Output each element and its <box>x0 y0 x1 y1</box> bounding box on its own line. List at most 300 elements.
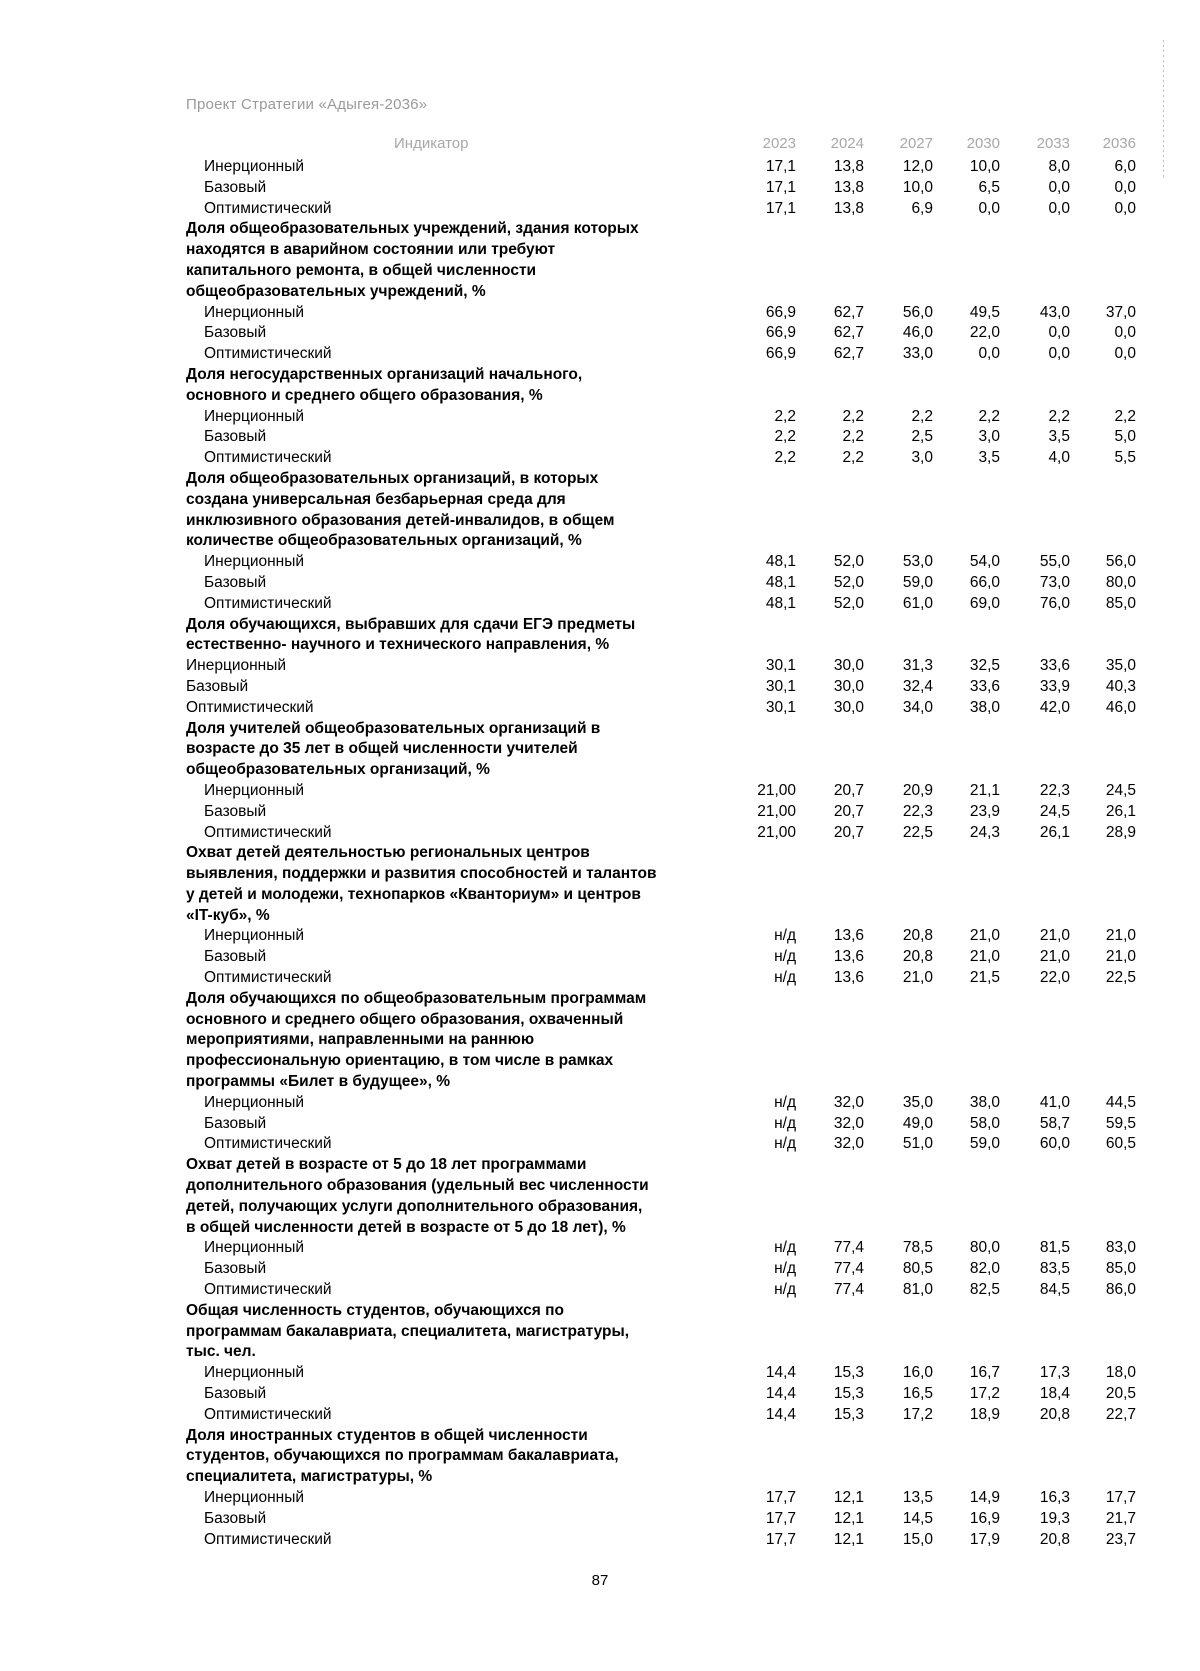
indicator-title <box>186 615 726 657</box>
value-cell-2030: 2,2 <box>978 407 1000 425</box>
value-cell-2030: 16,9 <box>969 1509 1000 1527</box>
value-cell-2033: 17,3 <box>1039 1364 1070 1382</box>
scenario-row <box>186 1488 1136 1509</box>
value-cell-2036: 35,0 <box>1105 657 1136 675</box>
year-header-2030: 2030 <box>966 135 1000 152</box>
value-cell-2030: 38,0 <box>969 1093 1000 1111</box>
indicator-title-line: Доля обучающихся, выбравших для сдачи ЕГЭ предметы <box>186 615 636 633</box>
value-cell-2027: 61,0 <box>902 594 933 612</box>
indicator-table <box>186 157 1136 1550</box>
value-cell-2033: 20,8 <box>1039 1405 1070 1423</box>
indicator-title-line: тыс. чел. <box>186 1343 256 1361</box>
indicator-title-line: студентов, обучающихся по программам бакалавриата, <box>186 1447 619 1465</box>
scenario-label: Оптимистический <box>204 1135 332 1153</box>
value-cell-2033: 60,0 <box>1039 1135 1070 1153</box>
value-cell-2033: 2,2 <box>1048 407 1070 425</box>
value-cell-2024: 62,7 <box>833 345 864 363</box>
scenario-row <box>186 594 1136 615</box>
value-cell-2033: 76,0 <box>1039 594 1070 612</box>
value-cell-2024: 20,7 <box>833 781 864 799</box>
value-cell-2033: 0,0 <box>1048 345 1070 363</box>
scenario-label: Инерционный <box>204 407 305 425</box>
value-cell-2036: 0,0 <box>1114 178 1136 196</box>
value-cell-2030: 38,0 <box>969 698 1000 716</box>
value-cell-2036: 85,0 <box>1105 1260 1136 1278</box>
scenario-label: Инерционный <box>204 927 305 945</box>
value-cell-2023: 21,00 <box>757 823 796 841</box>
indicator-title-line: в общей численности детей в возрасте от 5 до 18 лет), % <box>186 1218 626 1236</box>
scenario-label: Оптимистический <box>186 698 314 716</box>
value-cell-2033: 81,5 <box>1039 1239 1070 1257</box>
value-cell-2036: 26,1 <box>1105 802 1136 820</box>
value-cell-2023: 17,1 <box>765 158 796 175</box>
value-cell-2027: 35,0 <box>902 1093 933 1111</box>
scenario-row <box>186 323 1136 344</box>
value-cell-2023: 14,4 <box>765 1364 796 1382</box>
scenario-row <box>186 656 1136 677</box>
value-cell-2033: 73,0 <box>1039 573 1070 591</box>
scenario-row <box>186 1238 1136 1259</box>
indicator-title-line: естественно- научного и технического направления, % <box>186 636 610 654</box>
value-cell-2027: 34,0 <box>902 698 933 716</box>
value-cell-2036: 40,3 <box>1105 677 1136 695</box>
value-cell-2024: 12,1 <box>833 1509 864 1527</box>
value-cell-2027: 53,0 <box>902 553 933 571</box>
value-cell-2027: 59,0 <box>902 573 933 591</box>
value-cell-2033: 8,0 <box>1048 158 1070 175</box>
value-cell-2027: 33,0 <box>902 345 933 363</box>
scenario-label: Инерционный <box>204 781 305 799</box>
value-cell-2027: 2,5 <box>911 428 933 446</box>
scenario-label: Оптимистический <box>204 1530 332 1548</box>
indicator-title <box>186 469 726 552</box>
indicator-title-line: Общая численность студентов, обучающихся по <box>186 1301 564 1319</box>
scenario-label: Инерционный <box>204 158 305 175</box>
scenario-row <box>186 1114 1136 1135</box>
value-cell-2024: 13,6 <box>833 948 864 966</box>
value-cell-2030: 82,0 <box>969 1260 1000 1278</box>
value-cell-2023: 17,7 <box>765 1530 796 1548</box>
scenario-label: Базовый <box>204 948 267 966</box>
value-cell-2033: 43,0 <box>1039 303 1070 321</box>
value-cell-2036: 6,0 <box>1114 158 1136 175</box>
value-cell-2030: 14,9 <box>969 1489 1000 1506</box>
value-cell-2030: 17,9 <box>969 1530 1000 1548</box>
indicator-title-line: возрасте до 35 лет в общей численности учителей <box>186 740 578 758</box>
value-cell-2033: 21,0 <box>1039 948 1070 966</box>
indicator-title-line: программы «Билет в будущее», % <box>186 1073 450 1091</box>
scenario-row <box>186 427 1136 448</box>
value-cell-2024: 62,7 <box>833 303 864 321</box>
value-cell-2024: 13,8 <box>833 158 864 175</box>
indicator-title <box>186 719 726 781</box>
scenario-row <box>186 926 1136 947</box>
scenario-row <box>186 552 1136 573</box>
indicator-title-line: Охват детей деятельностью региональных центров <box>186 844 590 862</box>
value-cell-2033: 83,5 <box>1039 1260 1070 1278</box>
scenario-row <box>186 698 1136 719</box>
scenario-label: Оптимистический <box>204 345 332 363</box>
scenario-row <box>186 407 1136 428</box>
value-cell-2023: 21,00 <box>757 781 796 799</box>
value-cell-2024: 62,7 <box>833 324 864 342</box>
value-cell-2036: 5,0 <box>1114 428 1136 446</box>
scenario-row <box>186 178 1136 199</box>
indicator-title-line: мероприятиями, направленными на раннюю <box>186 1031 535 1049</box>
year-header-2036: 2036 <box>1102 135 1136 152</box>
scenario-label: Базовый <box>204 1114 267 1132</box>
indicator-title-line: количестве общеобразовательных организаций, % <box>186 532 582 550</box>
scenario-row <box>186 1134 1136 1155</box>
value-cell-2023: 48,1 <box>765 594 796 612</box>
value-cell-2023: н/д <box>774 1239 796 1257</box>
value-cell-2030: 21,1 <box>969 781 1000 799</box>
indicator-title-line: профессиональную ориентацию, в том числе в рамках <box>186 1052 614 1070</box>
value-cell-2024: 20,7 <box>833 802 864 820</box>
value-cell-2024: 13,8 <box>833 199 864 217</box>
indicator-title-line: общеобразовательных учреждений, % <box>186 282 486 300</box>
value-cell-2027: 17,2 <box>902 1405 933 1423</box>
value-cell-2033: 41,0 <box>1039 1093 1070 1111</box>
scenario-row <box>186 344 1136 365</box>
indicator-title-line: «IT-куб», % <box>186 906 270 924</box>
value-cell-2023: 66,9 <box>765 303 796 321</box>
value-cell-2023: н/д <box>774 948 796 966</box>
value-cell-2036: 46,0 <box>1105 698 1136 716</box>
indicator-title <box>186 843 726 926</box>
value-cell-2024: 30,0 <box>833 657 864 675</box>
value-cell-2033: 22,3 <box>1039 781 1070 799</box>
value-cell-2027: 49,0 <box>902 1114 933 1132</box>
scenario-row <box>186 823 1136 844</box>
value-cell-2030: 17,2 <box>969 1385 1000 1403</box>
value-cell-2036: 5,5 <box>1114 449 1136 467</box>
value-cell-2023: н/д <box>774 927 796 945</box>
value-cell-2033: 0,0 <box>1048 199 1070 217</box>
value-cell-2033: 0,0 <box>1048 178 1070 196</box>
value-cell-2030: 18,9 <box>969 1405 1000 1423</box>
value-cell-2036: 22,5 <box>1105 969 1136 987</box>
value-cell-2023: н/д <box>774 1281 796 1299</box>
value-cell-2023: 66,9 <box>765 324 796 342</box>
value-cell-2023: н/д <box>774 1093 796 1111</box>
value-cell-2027: 22,3 <box>902 802 933 820</box>
scenario-row <box>186 1259 1136 1280</box>
page-number: 87 <box>591 1572 609 1589</box>
value-cell-2027: 13,5 <box>902 1489 933 1506</box>
value-cell-2023: 66,9 <box>765 345 796 363</box>
value-cell-2024: 2,2 <box>842 407 864 425</box>
value-cell-2024: 13,8 <box>833 178 864 196</box>
value-cell-2027: 16,0 <box>902 1364 933 1382</box>
value-cell-2024: 77,4 <box>833 1260 864 1278</box>
indicator-title-line: у детей и молодежи, технопарков «Кванториум» и центров <box>186 885 641 903</box>
value-cell-2023: 30,1 <box>765 657 796 675</box>
scenario-label: Инерционный <box>204 553 305 571</box>
value-cell-2030: 58,0 <box>969 1114 1000 1132</box>
indicator-title-line: общеобразовательных организаций, % <box>186 761 490 779</box>
scenario-label: Инерционный <box>204 303 305 321</box>
indicator-title-line: дополнительного образования (удельный вес численности <box>186 1177 649 1195</box>
value-cell-2024: 52,0 <box>833 573 864 591</box>
value-cell-2027: 80,5 <box>902 1260 933 1278</box>
value-cell-2024: 15,3 <box>833 1364 864 1382</box>
scenario-row <box>186 1093 1136 1114</box>
scenario-row <box>186 802 1136 823</box>
value-cell-2036: 85,0 <box>1105 594 1136 612</box>
value-cell-2024: 52,0 <box>833 594 864 612</box>
value-cell-2027: 2,2 <box>911 407 933 425</box>
value-cell-2036: 2,2 <box>1114 407 1136 425</box>
value-cell-2033: 33,9 <box>1039 677 1070 695</box>
indicator-title-line: находятся в аварийном состоянии или требуют <box>186 241 556 259</box>
value-cell-2030: 0,0 <box>978 345 1000 363</box>
value-cell-2033: 58,7 <box>1039 1114 1070 1132</box>
value-cell-2023: 30,1 <box>765 698 796 716</box>
value-cell-2030: 21,5 <box>969 969 1000 987</box>
value-cell-2036: 18,0 <box>1105 1364 1136 1382</box>
value-cell-2033: 22,0 <box>1039 969 1070 987</box>
value-cell-2030: 32,5 <box>969 657 1000 675</box>
value-cell-2030: 33,6 <box>969 677 1000 695</box>
value-cell-2024: 12,1 <box>833 1489 864 1506</box>
scenario-label: Инерционный <box>204 1489 305 1506</box>
value-cell-2036: 0,0 <box>1114 345 1136 363</box>
value-cell-2027: 12,0 <box>902 158 933 175</box>
scenario-row <box>186 1530 1136 1551</box>
scenario-label: Инерционный <box>186 657 287 675</box>
value-cell-2027: 3,0 <box>911 449 933 467</box>
value-cell-2027: 32,4 <box>902 677 933 695</box>
value-cell-2030: 16,7 <box>969 1364 1000 1382</box>
value-cell-2033: 3,5 <box>1048 428 1070 446</box>
value-cell-2033: 84,5 <box>1039 1281 1070 1299</box>
scenario-label: Инерционный <box>204 1239 305 1257</box>
value-cell-2027: 16,5 <box>902 1385 933 1403</box>
value-cell-2024: 2,2 <box>842 428 864 446</box>
value-cell-2027: 15,0 <box>902 1530 933 1548</box>
scenario-label: Оптимистический <box>204 594 332 612</box>
value-cell-2024: 32,0 <box>833 1114 864 1132</box>
indicator-title <box>186 989 726 1093</box>
value-cell-2036: 86,0 <box>1105 1281 1136 1299</box>
value-cell-2033: 33,6 <box>1039 657 1070 675</box>
scenario-label: Оптимистический <box>204 1405 332 1423</box>
scenario-label: Базовый <box>186 677 249 695</box>
scenario-label: Оптимистический <box>204 969 332 987</box>
scenario-row <box>186 1509 1136 1530</box>
value-cell-2023: 17,1 <box>765 199 796 217</box>
scenario-label: Базовый <box>204 1385 267 1403</box>
value-cell-2030: 82,5 <box>969 1281 1000 1299</box>
value-cell-2023: 17,7 <box>765 1509 796 1527</box>
value-cell-2036: 23,7 <box>1105 1530 1136 1548</box>
value-cell-2027: 20,9 <box>902 781 933 799</box>
scenario-row <box>186 1363 1136 1384</box>
value-cell-2030: 24,3 <box>969 823 1000 841</box>
value-cell-2033: 18,4 <box>1039 1385 1070 1403</box>
value-cell-2023: 2,2 <box>774 428 796 446</box>
value-cell-2027: 6,9 <box>911 199 933 217</box>
table-column-header <box>186 135 1136 155</box>
scenario-row <box>186 1280 1136 1301</box>
value-cell-2036: 83,0 <box>1105 1239 1136 1257</box>
value-cell-2027: 56,0 <box>902 303 933 321</box>
indicator-title <box>186 365 726 407</box>
scenario-row <box>186 1384 1136 1405</box>
indicator-title <box>186 1301 726 1363</box>
value-cell-2036: 0,0 <box>1114 324 1136 342</box>
value-cell-2027: 22,5 <box>902 823 933 841</box>
scenario-label: Инерционный <box>204 1093 305 1111</box>
value-cell-2023: 14,4 <box>765 1405 796 1423</box>
scenario-label: Инерционный <box>204 1364 305 1382</box>
scenario-label: Базовый <box>204 802 267 820</box>
value-cell-2027: 31,3 <box>902 657 933 675</box>
indicator-title-line: специалитета, магистратуры, % <box>186 1468 433 1486</box>
scenario-label: Базовый <box>204 1509 267 1527</box>
value-cell-2024: 20,7 <box>833 823 864 841</box>
value-cell-2024: 32,0 <box>833 1135 864 1153</box>
value-cell-2027: 10,0 <box>902 178 933 196</box>
indicator-title-line: капитального ремонта, в общей численности <box>186 261 537 279</box>
year-header-2024: 2024 <box>830 135 864 152</box>
value-cell-2036: 17,7 <box>1105 1489 1136 1506</box>
value-cell-2033: 55,0 <box>1039 553 1070 571</box>
value-cell-2024: 13,6 <box>833 927 864 945</box>
value-cell-2024: 15,3 <box>833 1385 864 1403</box>
indicator-title <box>186 1155 726 1238</box>
value-cell-2027: 46,0 <box>902 324 933 342</box>
value-cell-2023: 2,2 <box>774 449 796 467</box>
scenario-label: Базовый <box>204 428 267 446</box>
value-cell-2033: 16,3 <box>1039 1489 1070 1506</box>
value-cell-2036: 59,5 <box>1105 1114 1136 1132</box>
value-cell-2027: 20,8 <box>902 927 933 945</box>
scenario-row <box>186 677 1136 698</box>
scenario-row <box>186 448 1136 469</box>
value-cell-2023: 48,1 <box>765 553 796 571</box>
value-cell-2027: 20,8 <box>902 948 933 966</box>
document-header: Проект Стратегии «Адыгея-2036» <box>186 96 428 113</box>
indicator-title-line: Доля негосударственных организаций начального, <box>186 365 583 383</box>
value-cell-2023: 30,1 <box>765 677 796 695</box>
scenario-row <box>186 947 1136 968</box>
value-cell-2024: 13,6 <box>833 969 864 987</box>
scenario-label: Оптимистический <box>204 199 332 217</box>
value-cell-2027: 78,5 <box>902 1239 933 1257</box>
scenario-label: Оптимистический <box>204 823 332 841</box>
scenario-label: Базовый <box>204 1260 267 1278</box>
indicator-column-header: Индикатор <box>394 135 469 152</box>
value-cell-2023: 48,1 <box>765 573 796 591</box>
value-cell-2027: 14,5 <box>902 1509 933 1527</box>
value-cell-2033: 26,1 <box>1039 823 1070 841</box>
scenario-row <box>186 968 1136 989</box>
value-cell-2030: 0,0 <box>978 199 1000 217</box>
value-cell-2023: н/д <box>774 1114 796 1132</box>
scenario-label: Базовый <box>204 324 267 342</box>
value-cell-2024: 77,4 <box>833 1281 864 1299</box>
value-cell-2033: 20,8 <box>1039 1530 1070 1548</box>
value-cell-2033: 21,0 <box>1039 927 1070 945</box>
scenario-label: Оптимистический <box>204 449 332 467</box>
value-cell-2036: 24,5 <box>1105 781 1136 799</box>
year-header-2027: 2027 <box>899 135 933 152</box>
indicator-title-line: Доля общеобразовательных учреждений, здания которых <box>186 220 639 238</box>
value-cell-2030: 66,0 <box>969 573 1000 591</box>
value-cell-2030: 21,0 <box>969 927 1000 945</box>
value-cell-2033: 19,3 <box>1039 1509 1070 1527</box>
value-cell-2023: н/д <box>774 1260 796 1278</box>
value-cell-2036: 37,0 <box>1105 303 1136 321</box>
value-cell-2036: 80,0 <box>1105 573 1136 591</box>
value-cell-2027: 21,0 <box>902 969 933 987</box>
scenario-row <box>186 781 1136 802</box>
indicator-title-line: основного и среднего общего образования, охваченный <box>186 1010 624 1028</box>
value-cell-2024: 2,2 <box>842 449 864 467</box>
indicator-title-line: Доля иностранных студентов в общей численности <box>186 1426 588 1444</box>
indicator-title <box>186 219 726 302</box>
value-cell-2023: н/д <box>774 969 796 987</box>
indicator-title-line: Охват детей в возрасте от 5 до 18 лет программами <box>186 1156 587 1174</box>
scenario-row <box>186 157 1136 178</box>
indicator-title-line: инклюзивного образования детей-инвалидов, в общем <box>186 511 615 529</box>
scenario-row <box>186 199 1136 220</box>
value-cell-2036: 20,5 <box>1105 1385 1136 1403</box>
value-cell-2023: н/д <box>774 1135 796 1153</box>
value-cell-2033: 24,5 <box>1039 802 1070 820</box>
value-cell-2030: 49,5 <box>969 303 1000 321</box>
scenario-label: Базовый <box>204 178 267 196</box>
value-cell-2036: 21,7 <box>1105 1509 1136 1527</box>
scenario-row <box>186 1405 1136 1426</box>
value-cell-2023: 17,1 <box>765 178 796 196</box>
value-cell-2033: 4,0 <box>1048 449 1070 467</box>
value-cell-2027: 51,0 <box>902 1135 933 1153</box>
value-cell-2030: 80,0 <box>969 1239 1000 1257</box>
scan-artifact-line <box>1163 40 1164 180</box>
value-cell-2036: 21,0 <box>1105 927 1136 945</box>
value-cell-2030: 3,5 <box>978 449 1000 467</box>
scenario-label: Оптимистический <box>204 1281 332 1299</box>
value-cell-2023: 2,2 <box>774 407 796 425</box>
year-header-2033: 2033 <box>1036 135 1070 152</box>
indicator-title-line: программам бакалавриата, специалитета, магистратуры, <box>186 1322 630 1340</box>
scenario-row <box>186 303 1136 324</box>
value-cell-2024: 77,4 <box>833 1239 864 1257</box>
value-cell-2030: 23,9 <box>969 802 1000 820</box>
value-cell-2030: 10,0 <box>969 158 1000 175</box>
indicator-title-line: детей, получающих услуги дополнительного образования, <box>186 1197 643 1215</box>
value-cell-2030: 21,0 <box>969 948 1000 966</box>
scenario-label: Базовый <box>204 573 267 591</box>
value-cell-2030: 3,0 <box>978 428 1000 446</box>
value-cell-2036: 56,0 <box>1105 553 1136 571</box>
indicator-title-line: Доля учителей общеобразовательных организаций в <box>186 719 601 737</box>
year-header-2023: 2023 <box>762 135 796 152</box>
value-cell-2033: 42,0 <box>1039 698 1070 716</box>
value-cell-2030: 6,5 <box>978 178 1000 196</box>
indicator-title-line: создана универсальная безбарьерная среда для <box>186 490 566 508</box>
value-cell-2036: 21,0 <box>1105 948 1136 966</box>
value-cell-2024: 30,0 <box>833 677 864 695</box>
value-cell-2036: 22,7 <box>1105 1405 1136 1423</box>
indicator-title-line: выявления, поддержки и развития способностей и талантов <box>186 865 657 883</box>
value-cell-2036: 28,9 <box>1105 823 1136 841</box>
value-cell-2030: 59,0 <box>969 1135 1000 1153</box>
value-cell-2030: 69,0 <box>969 594 1000 612</box>
